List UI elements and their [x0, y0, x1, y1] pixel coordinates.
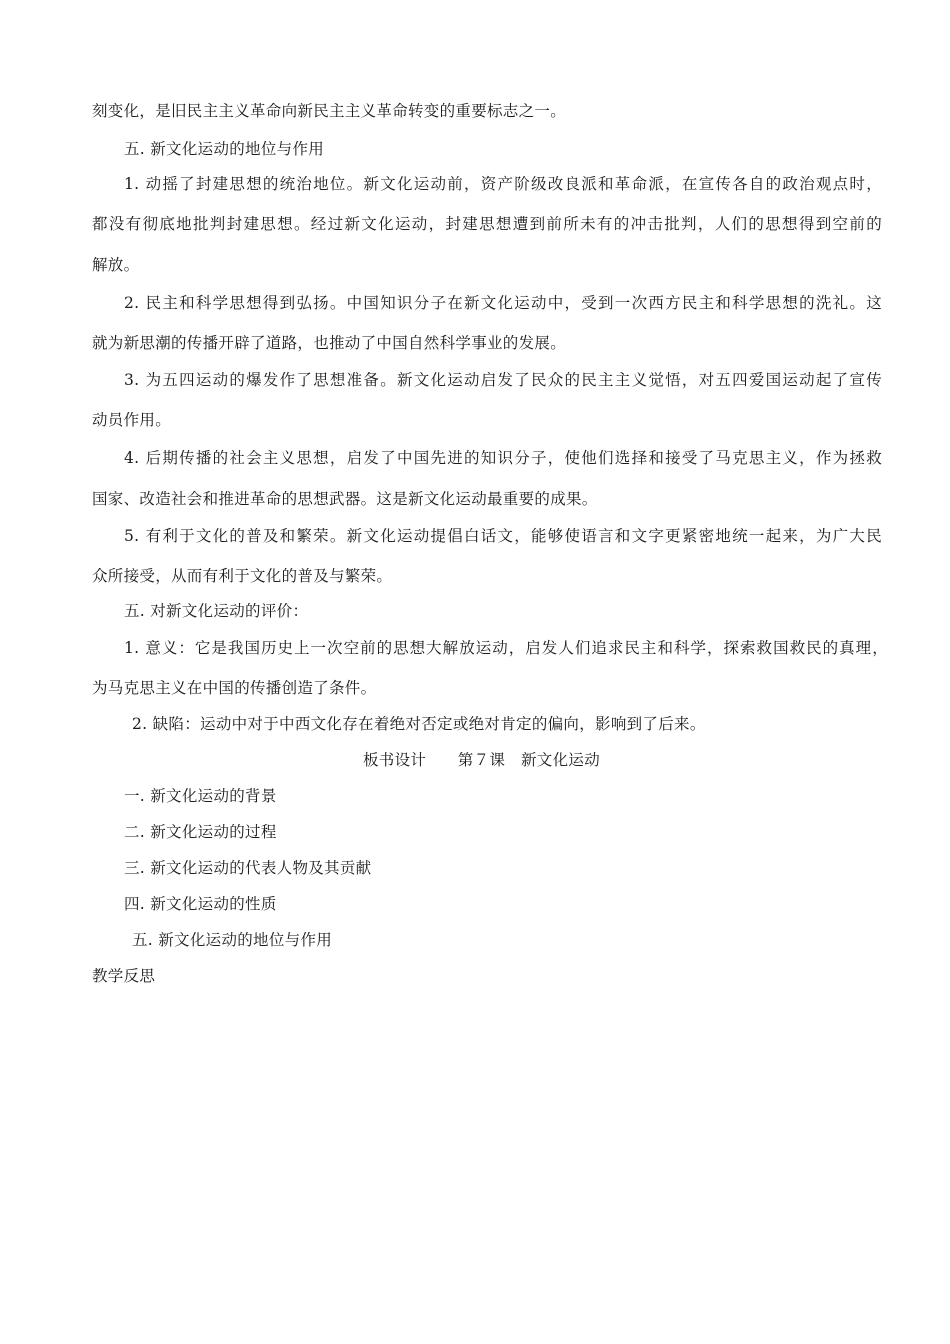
text-line: 都没有彻底地批判封建思想。经过新文化运动，封建思想遭到前所未有的冲击批判，人们的思想得到空前的	[92, 215, 882, 233]
text-line: 国家、改造社会和推进革命的思想武器。这是新文化运动最重要的成果。	[92, 490, 598, 508]
text-line: 众所接受，从而有利于文化的普及与繁荣。	[92, 567, 393, 585]
outline-item: 一. 新文化运动的背景	[124, 787, 277, 805]
text-line: 刻变化，是旧民主主义革命向新民主主义革命转变的重要标志之一。	[92, 102, 567, 120]
board-design-title: 板书设计 第７课 新文化运动	[363, 751, 601, 769]
text-line: 4. 后期传播的社会主义思想，启发了中国先进的知识分子，使他们选择和接受了马克思主义，作为拯救	[124, 449, 882, 467]
outline-item: 二. 新文化运动的过程	[124, 823, 277, 841]
text-line: 2. 民主和科学思想得到弘扬。中国知识分子在新文化运动中，受到一次西方民主和科学思想的洗礼。这	[124, 294, 882, 312]
text-line: 就为新思潮的传播开辟了道路，也推动了中国自然科学事业的发展。	[92, 334, 567, 352]
text-line: 1. 动摇了封建思想的统治地位。新文化运动前，资产阶级改良派和革命派，在宣传各自的政治观点时，	[124, 175, 882, 193]
section-heading: 五. 新文化运动的地位与作用	[124, 140, 325, 158]
section-heading: 五. 对新文化运动的评价：	[124, 602, 309, 620]
outline-item: 三. 新文化运动的代表人物及其贡献	[124, 859, 372, 877]
text-line: 动员作用。	[92, 411, 172, 429]
outline-item: 四. 新文化运动的性质	[124, 895, 277, 913]
text-line: 5. 有利于文化的普及和繁荣。新文化运动提倡白话文，能够使语言和文字更紧密地统一起来，为广大民	[124, 527, 882, 545]
text-line: 为马克思主义在中国的传播创造了条件。	[92, 679, 377, 697]
teaching-reflection-heading: 教学反思	[92, 967, 156, 985]
text-line: 1. 意义：它是我国历史上一次空前的思想大解放运动，启发人们追求民主和科学，探索救国救民的真理，	[124, 639, 888, 657]
text-line: 3. 为五四运动的爆发作了思想准备。新文化运动启发了民众的民主主义觉悟，对五四爱国运动起了宣传	[124, 371, 882, 389]
outline-item: 五. 新文化运动的地位与作用	[132, 931, 333, 949]
text-line: 解放。	[92, 256, 140, 274]
text-line: 2. 缺陷：运动中对于中西文化存在着绝对否定或绝对肯定的偏向，影响到了后来。	[132, 715, 706, 733]
